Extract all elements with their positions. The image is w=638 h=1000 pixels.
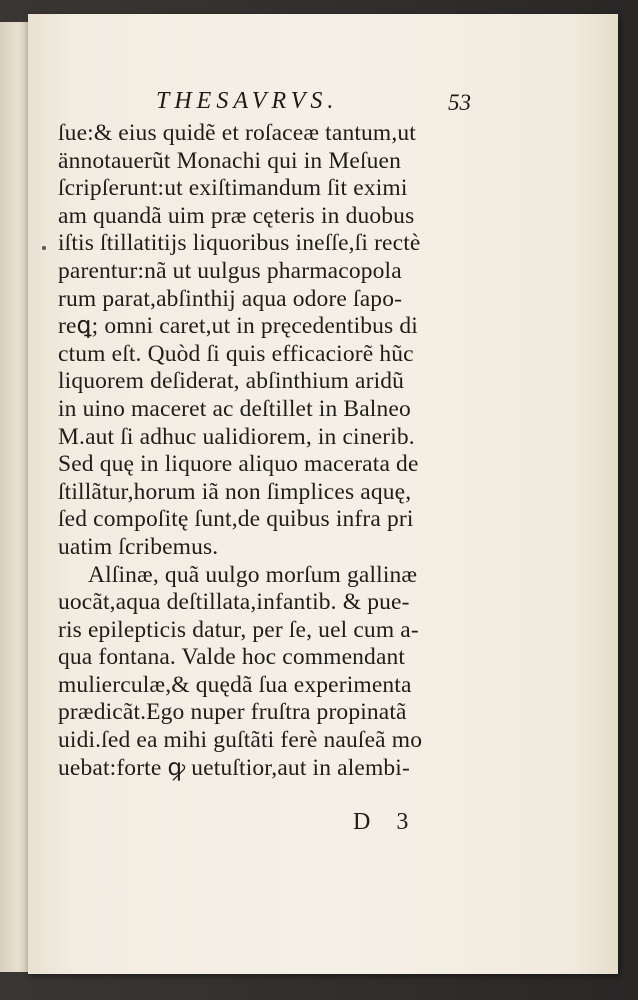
text-line: am quandã uim præ cęteris in duobus	[58, 202, 415, 229]
book-page	[28, 14, 618, 974]
text-line: ſed compoſitę ſunt,de quibus infra pri	[58, 506, 414, 533]
text-line: ris epilepticis datur, per ſe, uel cum a-	[58, 616, 419, 643]
text-line: parentur:nã ut uulgus pharmacopola	[58, 257, 402, 284]
text-line: prædicãt.Ego nuper fruſtra propinatã	[58, 699, 407, 726]
body-text	[58, 120, 488, 782]
signature-mark: D 3	[353, 809, 419, 835]
paragraph-first-line: Alſinæ, quã uulgo morſum gallinæ	[88, 561, 418, 588]
text-line: reꝗ; omni caret,ut in pręcedentibus di	[58, 313, 418, 340]
text-line: uebat:forte ꝙ uetuſtior,aut in alembi-	[58, 754, 410, 781]
text-line: ſcripſerunt:ut exiſtimandum ſit eximi	[58, 175, 408, 202]
text-line: in uino maceret ac deſtillet in Balneo	[58, 395, 411, 422]
margin-speck	[42, 246, 46, 250]
text-line: uatim ſcribemus.	[58, 533, 219, 560]
running-head	[28, 84, 618, 124]
text-line: uocãt,aqua deſtillata,infantib. & pue-	[58, 589, 410, 616]
text-line: iſtis ſtillatitijs liquoribus ineſſe,ſi rectè	[58, 230, 421, 257]
text-line: liquorem deſiderat, abſinthium aridũ	[58, 368, 405, 395]
text-line: ſue:& eius quidẽ et roſaceæ tantum,ut	[58, 120, 416, 146]
text-line: ctum eſt. Quòd ſi quis efficaciorẽ hũc	[58, 340, 414, 367]
text-line: M.aut ſi adhuc ualidiorem, in cinerib.	[58, 423, 415, 450]
running-title: THESAVRVS.	[156, 88, 339, 114]
text-line: qua fontana. Valde hoc commendant	[58, 644, 406, 671]
text-line: ſtillãtur,horum iã non ſimplices aquę,	[58, 478, 412, 505]
page-number: 53	[448, 90, 471, 115]
text-line: rum parat,abſinthij aqua odore ſapo-	[58, 285, 403, 312]
text-line: Sed quę in liquore aliquo macerata de	[58, 451, 419, 478]
previous-page-edge	[0, 22, 31, 972]
text-line: ännotauerũt Monachi qui in Meſuen	[58, 147, 402, 174]
text-line: uidi.ſed ea mihi guſtãti ferè nauſeã mo	[58, 727, 423, 754]
text-line: mulierculæ,& quędã ſua experimenta	[58, 671, 412, 698]
